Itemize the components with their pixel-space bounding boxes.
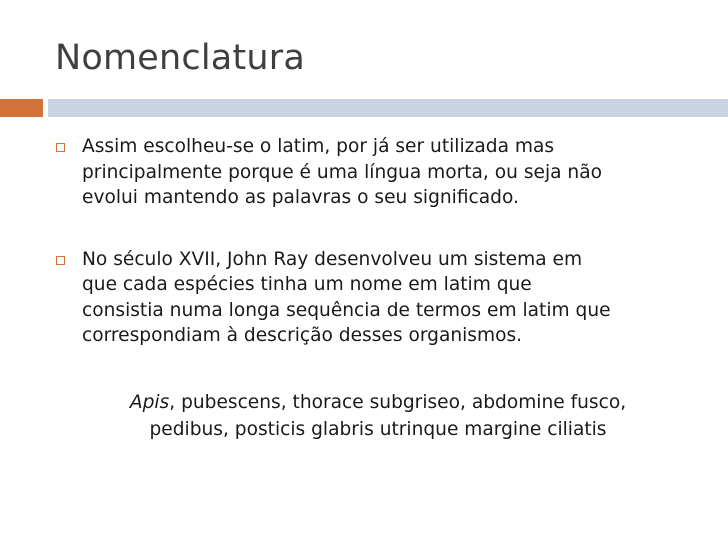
slide-title: Nomenclatura [55,38,305,78]
bullet-line: consistia numa longa sequência de termos em latim que [82,299,611,321]
title-accent-bar-left [0,99,43,117]
quote-line-1-rest: , pubescens, thorace subgriseo, abdomine fusco, [169,392,627,413]
title-accent-bar-right [48,99,728,117]
quote-line-2: pedibus, posticis glabris utrinque margine ciliatis [149,419,607,440]
bullet-item [56,247,706,349]
bullet-line: correspondiam à descrição desses organismos. [82,325,523,346]
bullet-line: No século XVII, John Ray desenvolveu um sistema em [82,248,583,270]
bullet-line: principalmente porque é uma língua morta, ou seja não [82,161,602,183]
bullet-item [56,134,706,211]
genus-name: Apis [129,392,170,413]
latin-description-quote [82,389,674,443]
slide-content [56,134,706,349]
bullet-line: evolui mantendo as palavras o seu significado. [82,187,519,208]
bullet-line: Assim escolheu-se o latim, por já ser utilizada mas [82,136,555,157]
square-bullet-icon [56,143,65,152]
square-bullet-icon [56,256,65,265]
quote-line-1 [82,389,674,416]
bullet-line: que cada espécies tinha um nome em latim que [82,274,532,295]
